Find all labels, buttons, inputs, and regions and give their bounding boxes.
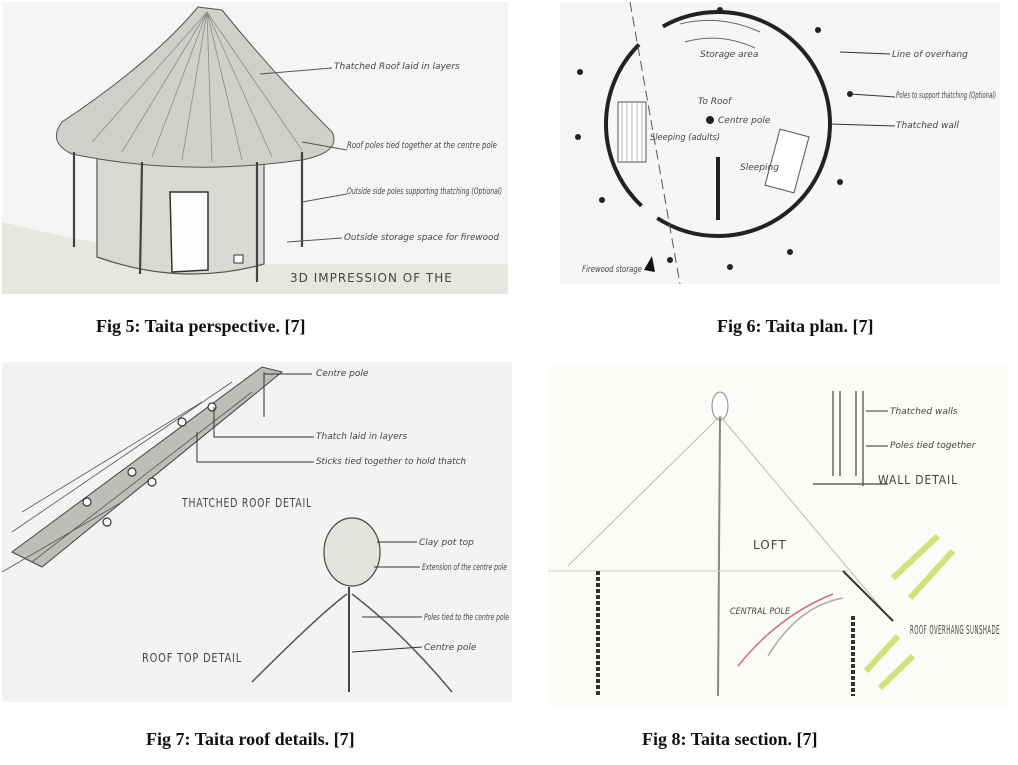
fig7-title-thatched: THATCHED ROOF DETAIL [181, 496, 312, 510]
fig6-label-firewood: Firewood storage [582, 265, 643, 275]
fig7-label-sticks: Sticks tied together to hold thatch [316, 457, 467, 467]
roof-overhang [843, 571, 893, 621]
fig6-drawing [560, 2, 1000, 284]
fig6-caption: Fig 6: Taita plan. [7] [717, 316, 874, 336]
fig5-label-storage: Outside storage space for firewood [344, 233, 500, 243]
clay-pot [324, 518, 380, 586]
bed-sleeping [765, 129, 809, 193]
fig8-label-overhang: ROOF OVERHANG SUNSHADE [910, 623, 1000, 637]
fig5-label-thatch: Thatched Roof laid in layers [334, 62, 460, 72]
central-pole [718, 416, 720, 696]
fig5-perspective-sketch [2, 2, 508, 294]
fig8-label-poles-tied: Poles tied together [890, 441, 976, 451]
fig5-drawing [2, 2, 508, 294]
pole-top [712, 392, 728, 420]
fig7-roof-detail-sketch [2, 362, 512, 702]
thatch-slope [12, 367, 282, 567]
fig5-label-side-poles: Outside side poles supporting thatching (Optional) [347, 187, 502, 197]
fig6-label-centre-pole: Centre pole [718, 116, 771, 126]
fig8-section-sketch [548, 366, 1008, 706]
fig6-label-sleeping: Sleeping [740, 163, 779, 173]
sun-arrows [866, 536, 953, 688]
fig6-label-to-roof: To Roof [698, 97, 732, 107]
entry-arrow [644, 256, 655, 272]
fig7-caption: Fig 7: Taita roof details. [7] [146, 729, 355, 749]
fig8-label-wall-detail: WALL DETAIL [878, 473, 958, 487]
fig7-label-centre-pole-2: Centre pole [424, 643, 477, 653]
fig6-label-storage: Storage area [700, 50, 759, 60]
roof-slope-left [568, 416, 720, 566]
storage-arc [680, 20, 760, 32]
fig7-title-roof-top: ROOF TOP DETAIL [142, 651, 242, 665]
fig7-label-clay-pot: Clay pot top [419, 538, 474, 548]
fig6-label-poles: Poles to support thatching (Optional) [896, 91, 996, 101]
fig7-label-thatch: Thatch laid in layers [316, 432, 408, 442]
fig8-leaders [866, 411, 888, 446]
fig8-label-thatched-walls: Thatched walls [890, 407, 958, 417]
roof-poles-left [252, 594, 347, 682]
airflow-arrow [738, 594, 833, 666]
fig5-label-roof-poles: Roof poles tied together at the centre pole [347, 141, 498, 151]
fig5-caption: Fig 5: Taita perspective. [7] [96, 316, 306, 336]
fig8-drawing [548, 366, 1008, 706]
fig6-plan-sketch [560, 2, 1000, 284]
fig6-label-overhang: Line of overhang [892, 50, 968, 60]
fig6-label-sleeping-adults: Sleeping (adults) [650, 133, 720, 143]
fig7-label-poles-tied: Poles tied to the centre pole [424, 613, 510, 623]
fig8-label-loft: LOFT [753, 538, 787, 552]
fig7-drawing [2, 362, 512, 702]
hut-door [170, 192, 208, 272]
fig6-leaders [830, 52, 895, 126]
fig8-label-central-pole: CENTRAL POLE [730, 607, 791, 617]
fig8-caption: Fig 8: Taita section. [7] [642, 729, 818, 749]
centre-pole [706, 116, 714, 124]
wall-detail-drawing [813, 391, 888, 486]
fig7-label-centre-pole: Centre pole [316, 369, 369, 379]
storage-hatch [234, 255, 243, 263]
fig5-title: 3D IMPRESSION OF THE [290, 271, 453, 285]
fig6-label-wall: Thatched wall [896, 121, 959, 131]
fig7-label-extension: Extension of the centre pole [422, 563, 508, 573]
